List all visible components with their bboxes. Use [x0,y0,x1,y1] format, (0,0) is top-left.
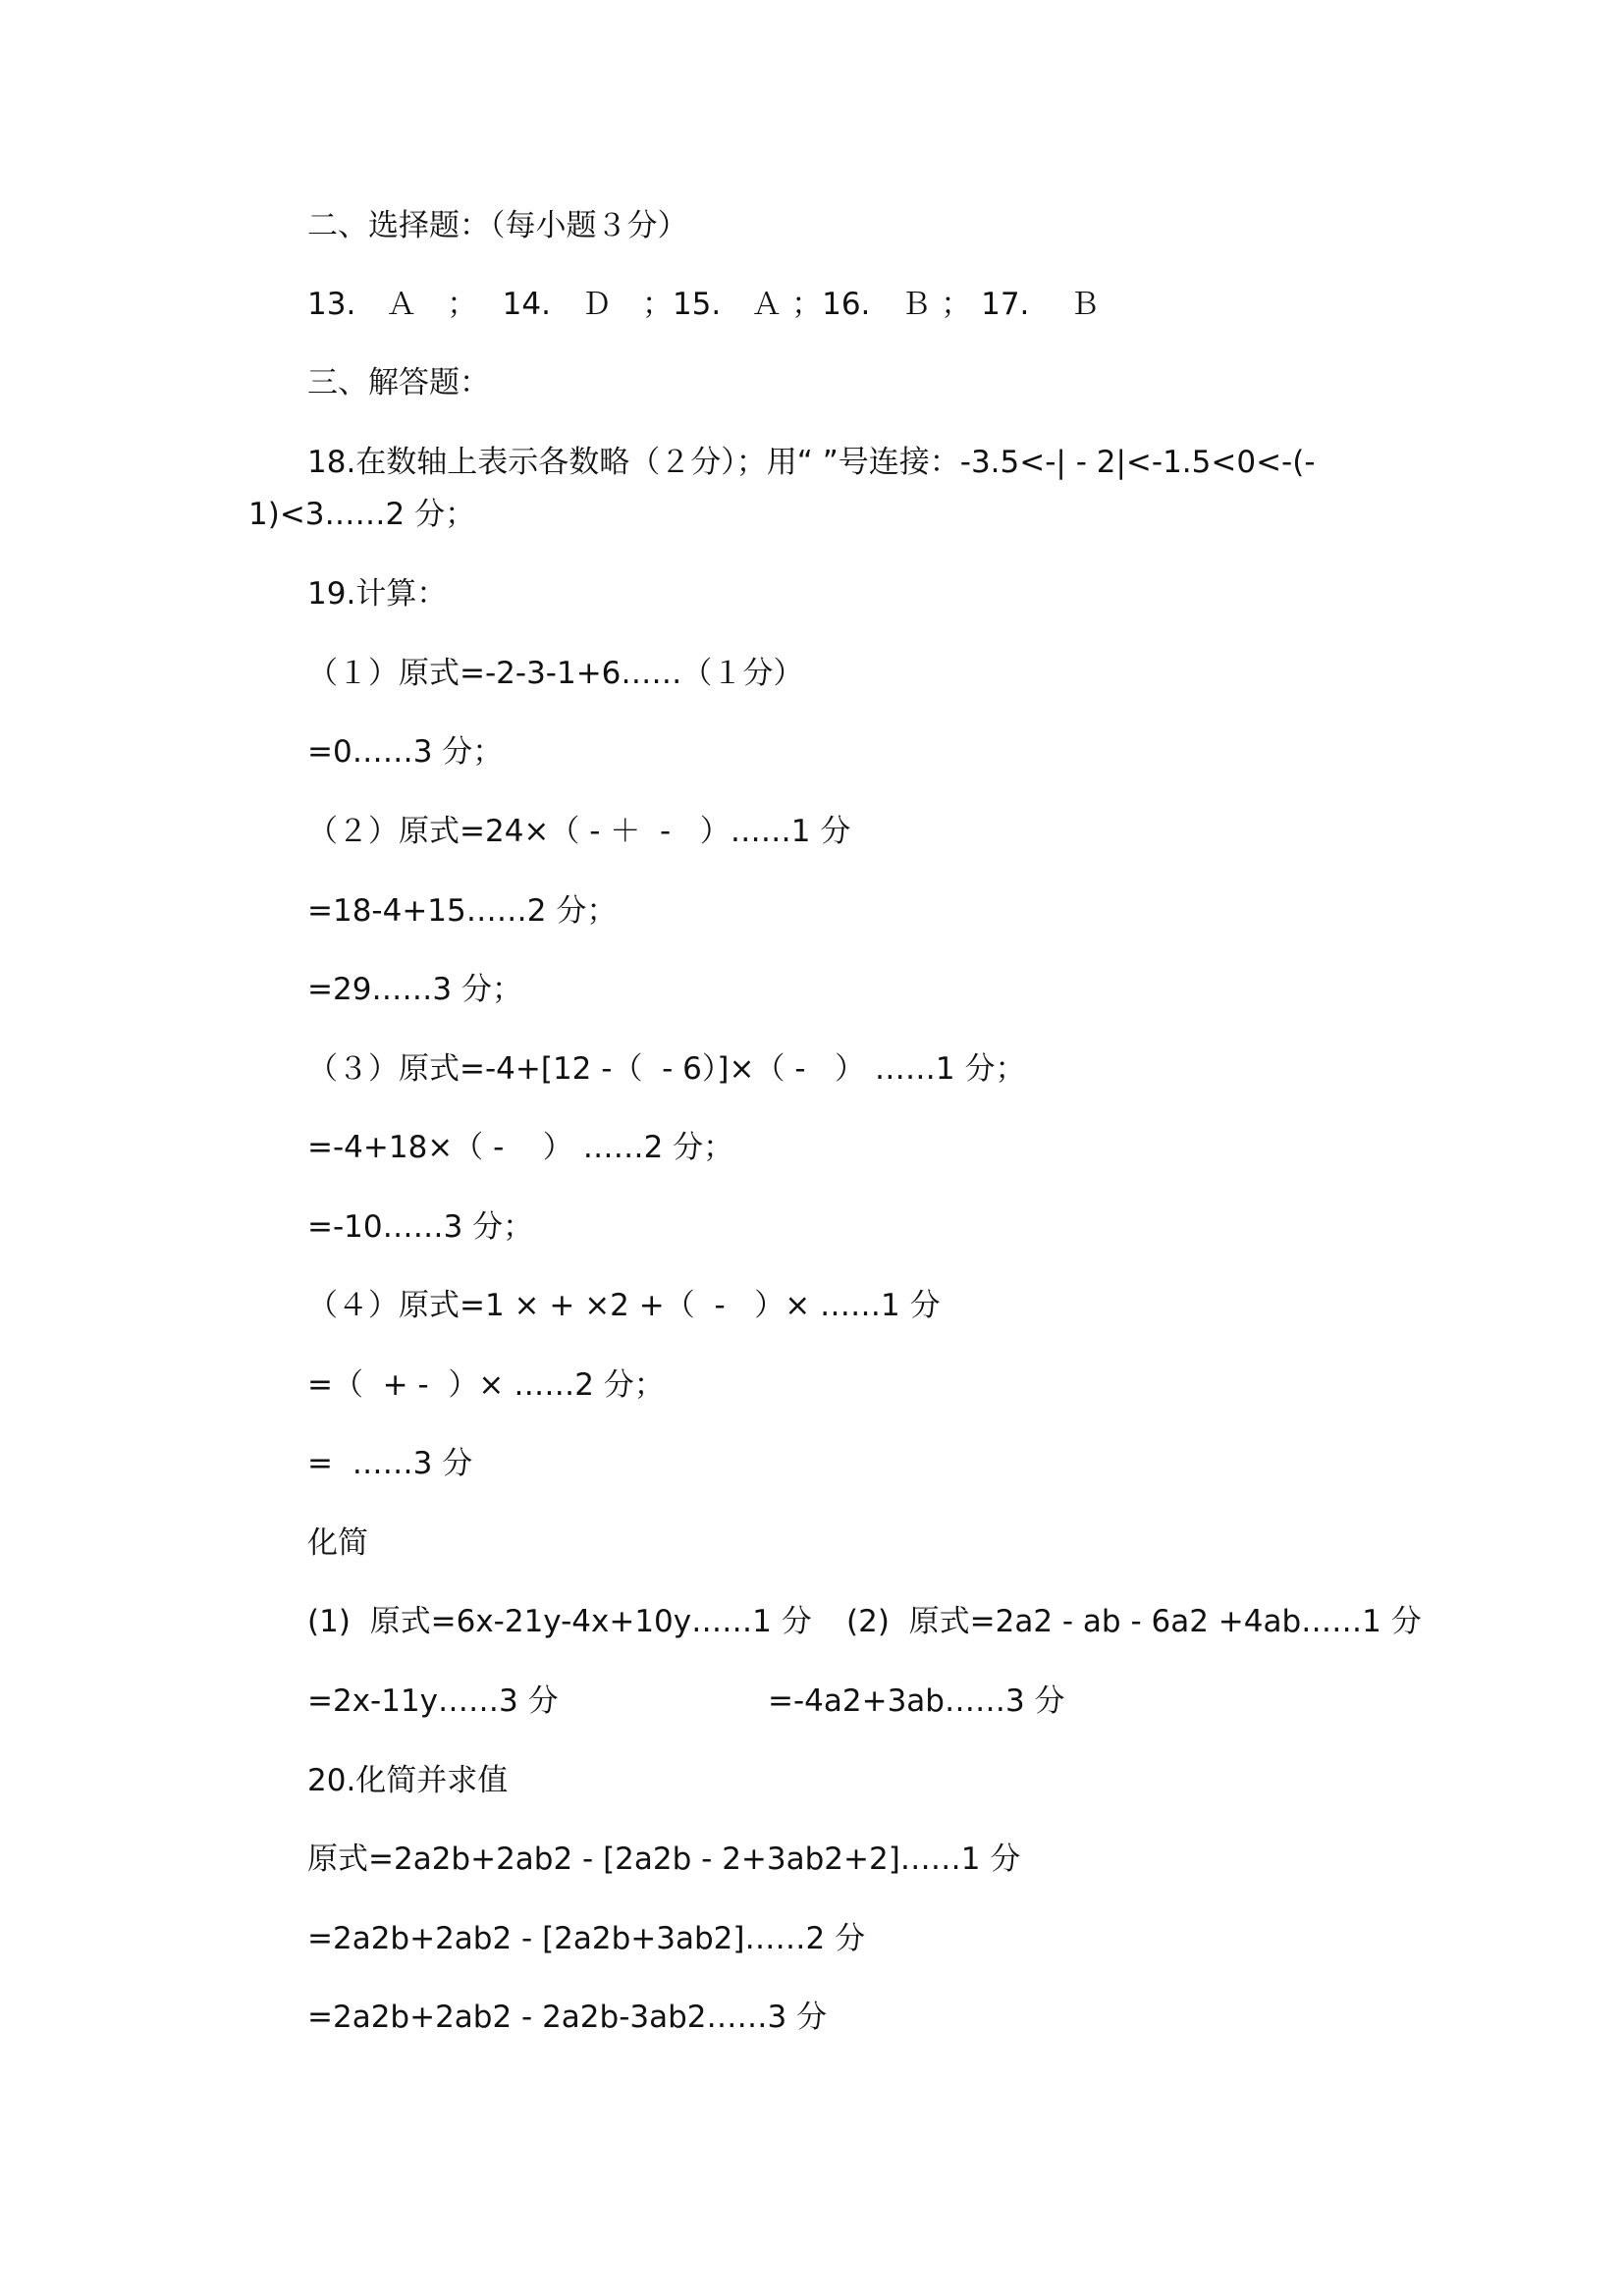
q20-line3: =2a2b+2ab2 - 2a2b-3ab2……3 分 [307,2000,828,2035]
q20-heading: 20.化简并求值 [307,1763,509,1798]
q19-part4-line3: = ……3 分 [307,1446,473,1481]
section2-heading: 二、选择题：（每小题３分） [307,208,688,243]
simplify-heading: 化简 [307,1525,368,1561]
q19-part3-line1: （３）原式=-4+[12 -（ - 6）]×（ - ） ……1 分； [307,1051,1026,1087]
q19-part1-line2: =0……3 分； [307,734,504,770]
q19-part3-line2: =-4+18×（ - ） ……2 分； [307,1130,734,1165]
section3-heading: 三、解答题： [307,365,490,400]
choice-answers: 13. Ａ ； 14. Ｄ ；15. Ａ ；16. Ｂ ； 17. Ｂ [307,287,1101,322]
simplify-part1-line2: =2x-11y……3 分 [307,1683,559,1719]
simplify-part2-line2: =-4a2+3ab……3 分 [768,1683,1065,1719]
q19-part2-line1: （２）原式=24×（ - ＋ - ）……1 分 [307,814,851,849]
q19-part4-line2: =（ + - ）× ……2 分； [307,1367,665,1403]
q19-part1-line1: （１）原式=-2-3-1+6……（１分） [307,656,804,691]
q19-part4-line1: （４）原式=1 × + ×2 +（ - ）× ……1 分 [307,1288,941,1323]
q19-part3-line3: =-10……3 分； [307,1209,534,1245]
simplify-part2-line1: (2) 原式=2a2 - ab - 6a2 +4ab……1 分 [846,1604,1422,1639]
q20-line2: =2a2b+2ab2 - [2a2b+3ab2]……2 分 [307,1921,866,1956]
simplify-part1-line1: (1) 原式=6x-21y-4x+10y……1 分 [307,1604,812,1639]
q18-line1: 18.在数轴上表示各数略（２分）；用“ ”号连接：-3.5<-| - 2|<-1.5<0<-(- [307,445,1316,480]
q19-part2-line3: =29……3 分； [307,972,522,1007]
q19-part2-line2: =18-4+15……2 分； [307,893,618,929]
q19-heading: 19.计算： [307,576,448,612]
q18-line2: 1)<3……2 分； [248,497,476,532]
q20-line1: 原式=2a2b+2ab2 - [2a2b - 2+3ab2+2]……1 分 [307,1842,1021,1877]
